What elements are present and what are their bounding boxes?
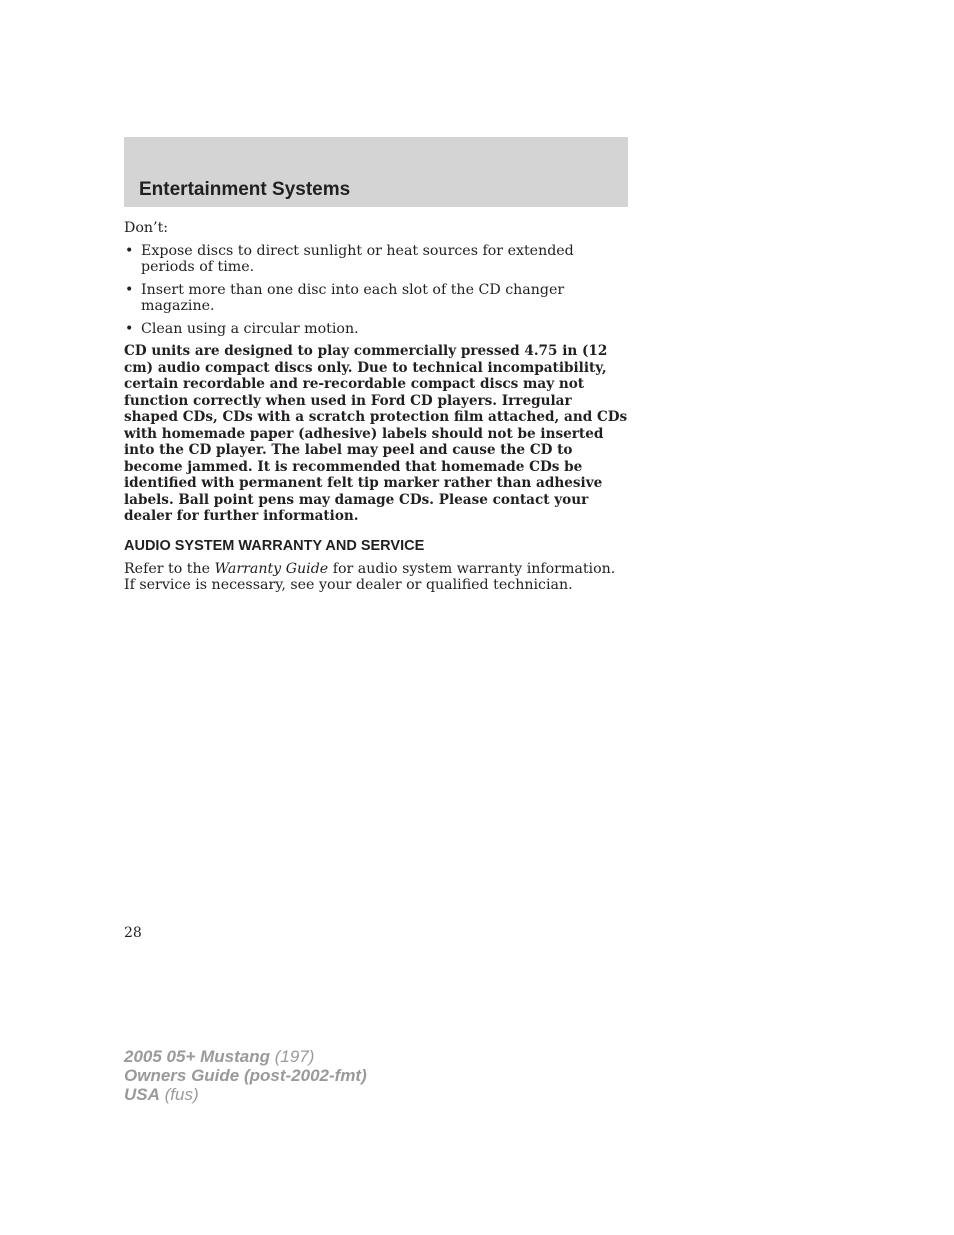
list-item-text: Clean using a circular motion.: [141, 320, 359, 337]
bullet-icon: •: [125, 320, 134, 337]
footer-model-code: (197): [270, 1047, 315, 1066]
warranty-guide-reference: Warranty Guide: [214, 560, 329, 577]
section-header-band: [124, 137, 628, 207]
list-item: [124, 243, 630, 276]
dont-list: [124, 243, 630, 338]
footer-line-1: [124, 1047, 367, 1066]
footer-line-2: Owners Guide (post-2002-fmt): [124, 1066, 367, 1085]
dont-label: Don’t:: [124, 220, 169, 236]
page-number: 28: [124, 925, 142, 941]
bullet-icon: •: [125, 242, 134, 259]
footer-model: 2005 05+ Mustang: [124, 1047, 270, 1066]
footer-market-code: (fus): [159, 1085, 199, 1104]
warranty-text-after: for audio system warranty information. If service is necessary, see your dealer or qualified technician.: [124, 560, 616, 593]
document-footer: [124, 1047, 367, 1104]
section-title: Entertainment Systems: [139, 179, 351, 200]
warranty-heading: AUDIO SYSTEM WARRANTY AND SERVICE: [124, 537, 425, 554]
bullet-icon: •: [125, 281, 134, 298]
warranty-text-before: Refer to the: [124, 560, 215, 577]
page-content: [124, 220, 630, 594]
footer-line-3: [124, 1085, 367, 1104]
list-item-text: Insert more than one disc into each slot of the CD changer magazine.: [141, 281, 565, 314]
warranty-paragraph: [124, 561, 630, 594]
cd-notice-paragraph: CD units are designed to play commercially pressed 4.75 in (12 cm) audio compact discs only. Due to technical incompatibility, certain recordable and re-recordable compact discs may not function correctly when used in Ford CD players. Irregular shaped CDs, CDs with a scratch protection film attached, and CDs with homemade paper (adhesive) labels should not be inserted into the CD player. The label may peel and cause the CD to become jammed. It is recommended that homemade CDs be identified with permanent felt tip marker rather than adhesive labels. Ball point pens may damage CDs. Please contact your dealer for further information.: [124, 343, 628, 524]
list-item: [124, 321, 630, 338]
list-item-text: Expose discs to direct sunlight or heat sources for extended periods of time.: [141, 242, 574, 275]
footer-market: USA: [124, 1085, 160, 1104]
list-item: [124, 282, 630, 315]
